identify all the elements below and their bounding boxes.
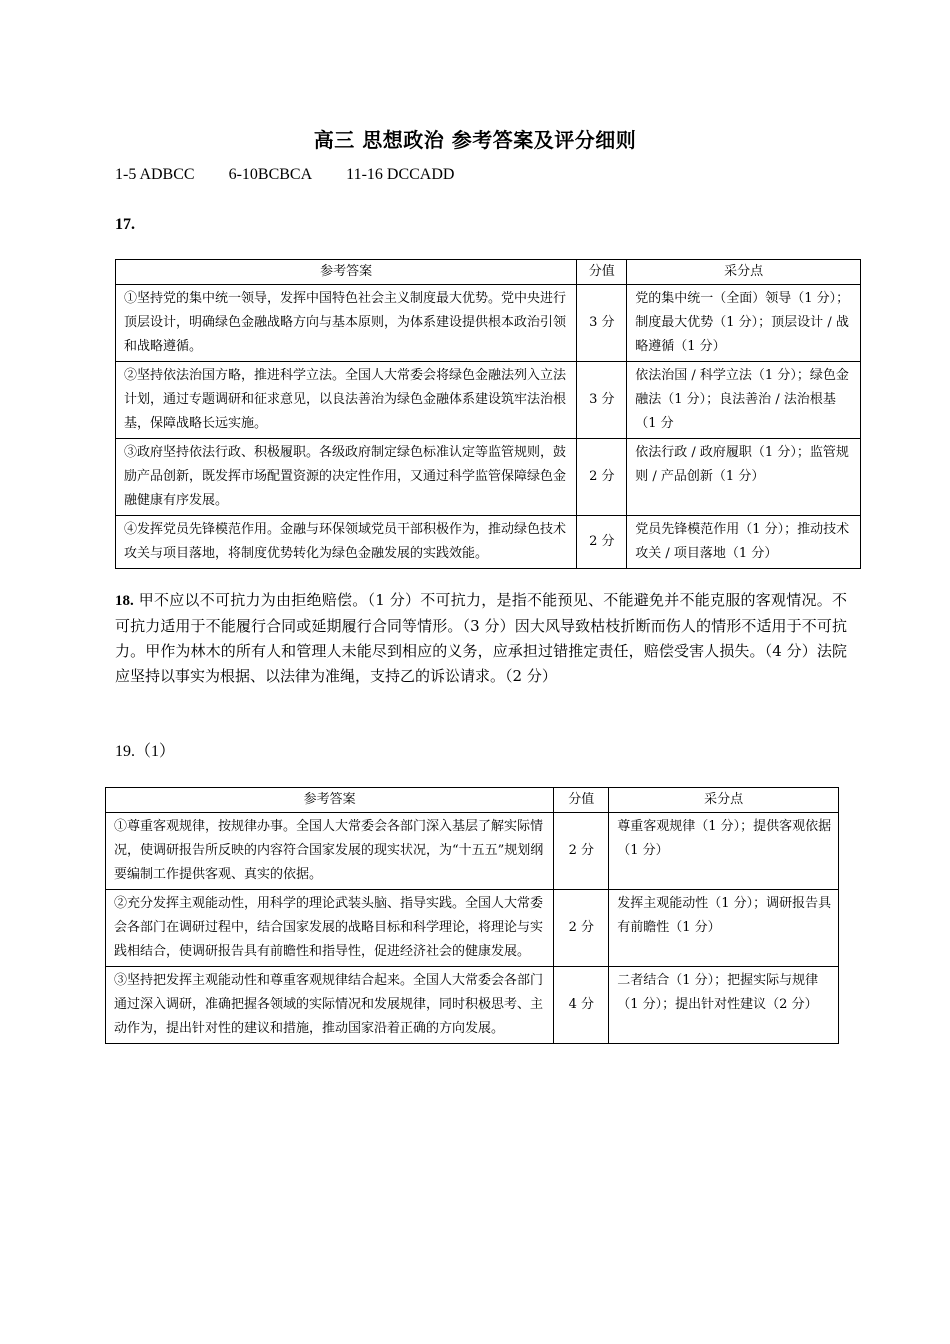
answer-cell: ③政府坚持依法行政、积极履职。各级政府制定绿色标准认定等监管规则，鼓励产品创新，既发挥市场配置资源的决定性作用，又通过科学监管保障绿色金融健康有序发展。 bbox=[116, 439, 577, 516]
table-row bbox=[116, 516, 861, 569]
points-cell: 二者结合（1 分）；把握实际与规律（1 分）；提出针对性建议（2 分） bbox=[609, 967, 839, 1044]
question-18-text: 甲不应以不可抗力为由拒绝赔偿。（1 分）不可抗力，是指不能预见、不能避免并不能克服的客观情况。不可抗力适用于不能履行合同或延期履行合同等情形。（3 分）因大风导致枯枝折断而伤人的情形不适用于不可抗力。甲作为林木的所有人和管理人未能尽到相应的义务，应承担过错推定责任，赔偿受害人损失。（4 分）法院应坚持以事实为根据、以法律为准绳，支持乙的诉讼请求。（2 分） bbox=[115, 591, 847, 685]
answer-cell: ①坚持党的集中统一领导，发挥中国特色社会主义制度最大优势。党中央进行顶层设计，明确绿色金融战略方向与基本原则，为体系建设提供根本政治引领和战略遵循。 bbox=[116, 285, 577, 362]
score-cell: 2 分 bbox=[554, 813, 609, 890]
score-cell: 3 分 bbox=[577, 362, 627, 439]
points-cell: 党的集中统一（全面）领导（1 分）；制度最大优势（1 分）；顶层设计 / 战略遵循（1 分） bbox=[627, 285, 861, 362]
points-cell: 发挥主观能动性（1 分）；调研报告具有前瞻性（1 分） bbox=[609, 890, 839, 967]
table-row bbox=[116, 362, 861, 439]
header-answer: 参考答案 bbox=[106, 788, 554, 813]
page-title: 高三 思想政治 参考答案及评分细则 bbox=[313, 128, 637, 152]
question-18-answer bbox=[115, 588, 847, 689]
answer-cell: ②坚持依法治国方略，推进科学立法。全国人大常委会将绿色金融法列入立法计划，通过专题调研和征求意见，以良法善治为绿色金融体系建设筑牢法治根基，保障战略长远实施。 bbox=[116, 362, 577, 439]
score-cell: 2 分 bbox=[577, 439, 627, 516]
table-row bbox=[116, 439, 861, 516]
header-answer: 参考答案 bbox=[116, 260, 577, 285]
question-19-label: 19.（1） bbox=[115, 743, 176, 760]
points-cell: 尊重客观规律（1 分）；提供客观依据（1 分） bbox=[609, 813, 839, 890]
table-header-row bbox=[116, 260, 861, 285]
table-row bbox=[106, 967, 839, 1044]
choice-answers-6-10: 6-10BCBCA bbox=[228, 166, 313, 183]
question-19-table bbox=[105, 787, 839, 1044]
score-cell: 3 分 bbox=[577, 285, 627, 362]
header-score: 分值 bbox=[577, 260, 627, 285]
header-points: 采分点 bbox=[627, 260, 861, 285]
table-row bbox=[106, 890, 839, 967]
points-cell: 依法行政 / 政府履职（1 分）；监管规则 / 产品创新（1 分） bbox=[627, 439, 861, 516]
score-cell: 2 分 bbox=[577, 516, 627, 569]
table-header-row bbox=[106, 788, 839, 813]
header-points: 采分点 bbox=[609, 788, 839, 813]
answer-cell: ④发挥党员先锋模范作用。金融与环保领域党员干部积极作为，推动绿色技术攻关与项目落地，将制度优势转化为绿色金融发展的实践效能。 bbox=[116, 516, 577, 569]
choice-answers-11-16: 11-16 DCCADD bbox=[346, 166, 455, 183]
score-cell: 2 分 bbox=[554, 890, 609, 967]
question-17-table bbox=[115, 259, 861, 569]
points-cell: 依法治国 / 科学立法（1 分）；绿色金融法（1 分）；良法善治 / 法治根基（1 分 bbox=[627, 362, 861, 439]
choice-answers bbox=[115, 166, 454, 184]
points-cell: 党员先锋模范作用（1 分）；推动技术攻关 / 项目落地（1 分） bbox=[627, 516, 861, 569]
question-17-label: 17. bbox=[115, 216, 135, 233]
header-score: 分值 bbox=[554, 788, 609, 813]
question-18-number: 18. bbox=[115, 593, 134, 609]
table-row bbox=[106, 813, 839, 890]
answer-cell: ①尊重客观规律，按规律办事。全国人大常委会各部门深入基层了解实际情况，使调研报告所反映的内容符合国家发展的现实状况，为“十五五”规划纲要编制工作提供客观、真实的依据。 bbox=[106, 813, 554, 890]
answer-cell: ②充分发挥主观能动性，用科学的理论武装头脑、指导实践。全国人大常委会各部门在调研过程中，结合国家发展的战略目标和科学理论，将理论与实践相结合，使调研报告具有前瞻性和指导性，促进经济社会的健康发展。 bbox=[106, 890, 554, 967]
answer-cell: ③坚持把发挥主观能动性和尊重客观规律结合起来。全国人大常委会各部门通过深入调研，准确把握各领域的实际情况和发展规律，同时积极思考、主动作为，提出针对性的建议和措施，推动国家沿着正确的方向发展。 bbox=[106, 967, 554, 1044]
score-cell: 4 分 bbox=[554, 967, 609, 1044]
table-row bbox=[116, 285, 861, 362]
choice-answers-1-5: 1-5 ADBCC bbox=[115, 166, 195, 183]
